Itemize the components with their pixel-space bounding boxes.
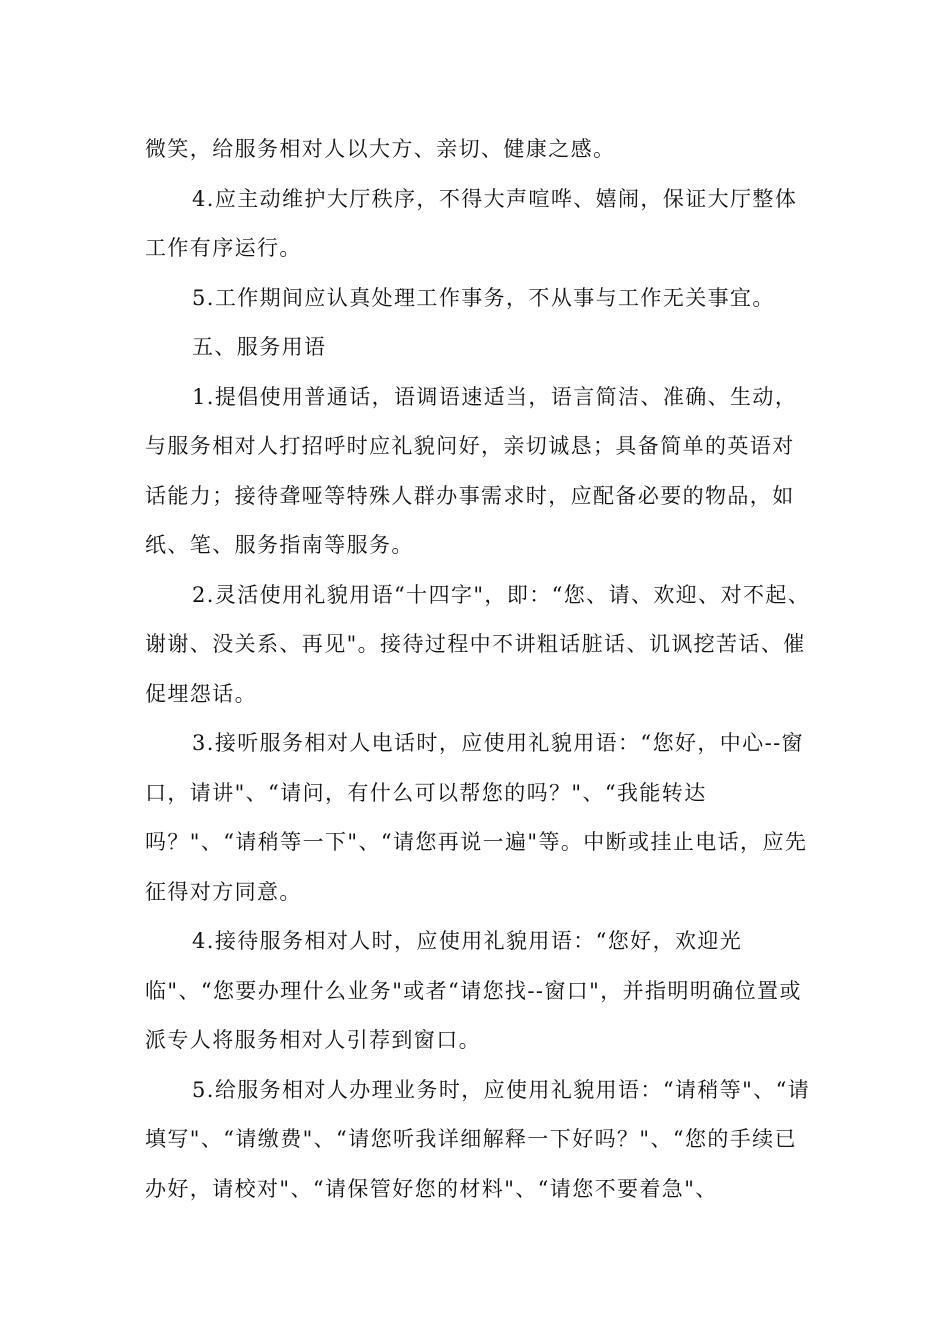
document-body	[145, 125, 811, 1214]
paragraph-item-4-order: 4.应主动维护大厅秩序，不得大声喧哗、嬉闹，保证大厅整体工作有序运行。	[145, 186, 798, 260]
paragraph-item-1-mandarin: 1.提倡使用普通话，语调语速适当，语言简洁、准确、生动，与服务相对人打招呼时应礼貌问好，亲切诚恳；具备简单的英语对话能力；接待聋哑等特殊人群办事需求时，应配备必要的物品，如纸、笔、服务指南等服务。	[145, 384, 798, 557]
paragraph-item-5-processing: 5.给服务相对人办理业务时，应使用礼貌用语：“请稍等"、“请填写"、“请缴费"、“请您听我详细解释一下好吗？"、“您的手续已办好，请校对"、“请保管好您的材料"、“请您不要着急"、	[145, 1077, 811, 1201]
section-heading-service-language: 五、服务用语	[192, 335, 327, 359]
paragraph-item-5-duties: 5.工作期间应认真处理工作事务，不从事与工作无关事宜。	[192, 285, 775, 310]
paragraph-continuation: 微笑，给服务相对人以大方、亲切、健康之感。	[145, 137, 616, 161]
paragraph-item-3-phone: 3.接听服务相对人电话时，应使用礼貌用语：“您好，中心--窗口，请讲"、“请问，有什么可以帮您的吗？"、“我能转达吗？"、“请稍等一下"、“请您再说一遍"等。中断或挂止电话，应先征得对方同意。	[145, 731, 808, 904]
paragraph-item-2-polite-words: 2.灵活使用礼貌用语“十四字"，即：“您、请、欢迎、对不起、谢谢、没关系、再见"。接待过程中不讲粗话脏话、讥讽挖苦话、催促埋怨话。	[145, 582, 811, 706]
paragraph-item-4-reception: 4.接待服务相对人时，应使用礼貌用语：“您好，欢迎光临"、“您要办理什么业务"或者“请您找--窗口"，并指明明确位置或派专人将服务相对人引荐到窗口。	[145, 929, 802, 1052]
